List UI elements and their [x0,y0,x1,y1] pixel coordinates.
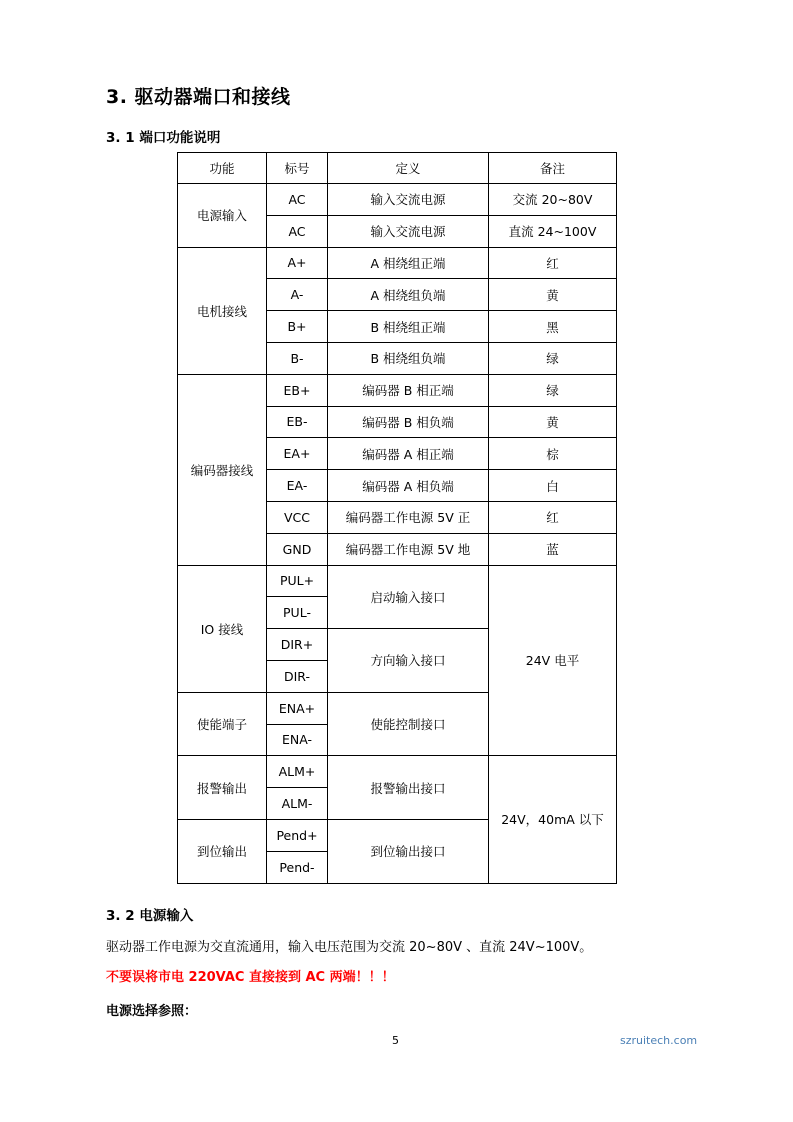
group-motor-wiring: 电机接线 [178,247,267,374]
cell-definition: 到位输出接口 [328,819,489,883]
cell-definition: 编码器工作电源 5V 正 [328,501,489,533]
warning-text: 不要误将市电 220VAC 直接接到 AC 两端！！！ [106,970,395,985]
cell-note: 黄 [489,279,617,311]
cell-definition: B 相绕组正端 [328,311,489,343]
cell-note: 绿 [489,374,617,406]
cell-label: DIR+ [267,629,328,661]
cell-note: 蓝 [489,533,617,565]
cell-label: A- [267,279,328,311]
cell-note: 直流 24~100V [489,215,617,247]
cell-note: 棕 [489,438,617,470]
cell-definition: 报警输出接口 [328,756,489,820]
group-enable-terminal: 使能端子 [178,692,267,756]
cell-definition: A 相绕组正端 [328,247,489,279]
cell-label: DIR- [267,660,328,692]
cell-label: ENA+ [267,692,328,724]
table-row [178,374,617,406]
header-label: 标号 [267,153,328,184]
cell-label: B+ [267,311,328,343]
cell-label: Pend+ [267,819,328,851]
website-footer: szruitech.com [620,1034,698,1047]
port-function-table [177,152,617,884]
cell-label: ALM+ [267,756,328,788]
cell-definition: B 相绕组负端 [328,342,489,374]
chapter-heading: 3. 驱动器端口和接线 [106,86,291,108]
header-function: 功能 [178,153,267,184]
header-definition: 定义 [328,153,489,184]
cell-definition: 启动输入接口 [328,565,489,629]
section-heading-port-functions: 3. 1 端口功能说明 [106,130,221,146]
group-io-wiring: IO 接线 [178,565,267,692]
cell-label: VCC [267,501,328,533]
cell-note: 红 [489,247,617,279]
cell-label: PUL- [267,597,328,629]
cell-definition: 输入交流电源 [328,184,489,216]
cell-definition: 编码器 B 相正端 [328,374,489,406]
cell-label: AC [267,184,328,216]
cell-note: 黄 [489,406,617,438]
cell-note: 交流 20~80V [489,184,617,216]
cell-definition: 编码器 B 相负端 [328,406,489,438]
group-encoder-wiring: 编码器接线 [178,374,267,565]
cell-label: EA- [267,470,328,502]
table-row [178,247,617,279]
cell-definition: 输入交流电源 [328,215,489,247]
cell-note-io-level: 24V 电平 [489,565,617,756]
page-number: 5 [392,1034,399,1047]
section-heading-power-input: 3. 2 电源输入 [106,908,194,924]
group-alarm-output: 报警输出 [178,756,267,820]
cell-label: ALM- [267,788,328,820]
cell-note: 白 [489,470,617,502]
table-row [178,565,617,597]
cell-note-output-rating: 24V，40mA 以下 [489,756,617,883]
power-selection-label: 电源选择参照： [106,1004,198,1019]
cell-definition: 编码器 A 相正端 [328,438,489,470]
group-in-position-output: 到位输出 [178,819,267,883]
cell-label: B- [267,342,328,374]
cell-definition: 编码器 A 相负端 [328,470,489,502]
cell-note: 红 [489,501,617,533]
table-row [178,184,617,216]
header-note: 备注 [489,153,617,184]
cell-definition: A 相绕组负端 [328,279,489,311]
cell-label: EB+ [267,374,328,406]
cell-label: A+ [267,247,328,279]
cell-label: AC [267,215,328,247]
table-header-row [178,153,617,184]
cell-definition: 编码器工作电源 5V 地 [328,533,489,565]
cell-label: ENA- [267,724,328,756]
table-row [178,756,617,788]
cell-label: Pend- [267,851,328,883]
group-power-input: 电源输入 [178,184,267,248]
cell-note: 黑 [489,311,617,343]
cell-label: GND [267,533,328,565]
cell-label: EB- [267,406,328,438]
cell-definition: 使能控制接口 [328,692,489,756]
cell-note: 绿 [489,342,617,374]
cell-label: EA+ [267,438,328,470]
cell-definition: 方向输入接口 [328,629,489,693]
cell-label: PUL+ [267,565,328,597]
power-input-description: 驱动器工作电源为交直流通用，输入电压范围为交流 20~80V 、直流 24V~100V。 [106,940,593,955]
